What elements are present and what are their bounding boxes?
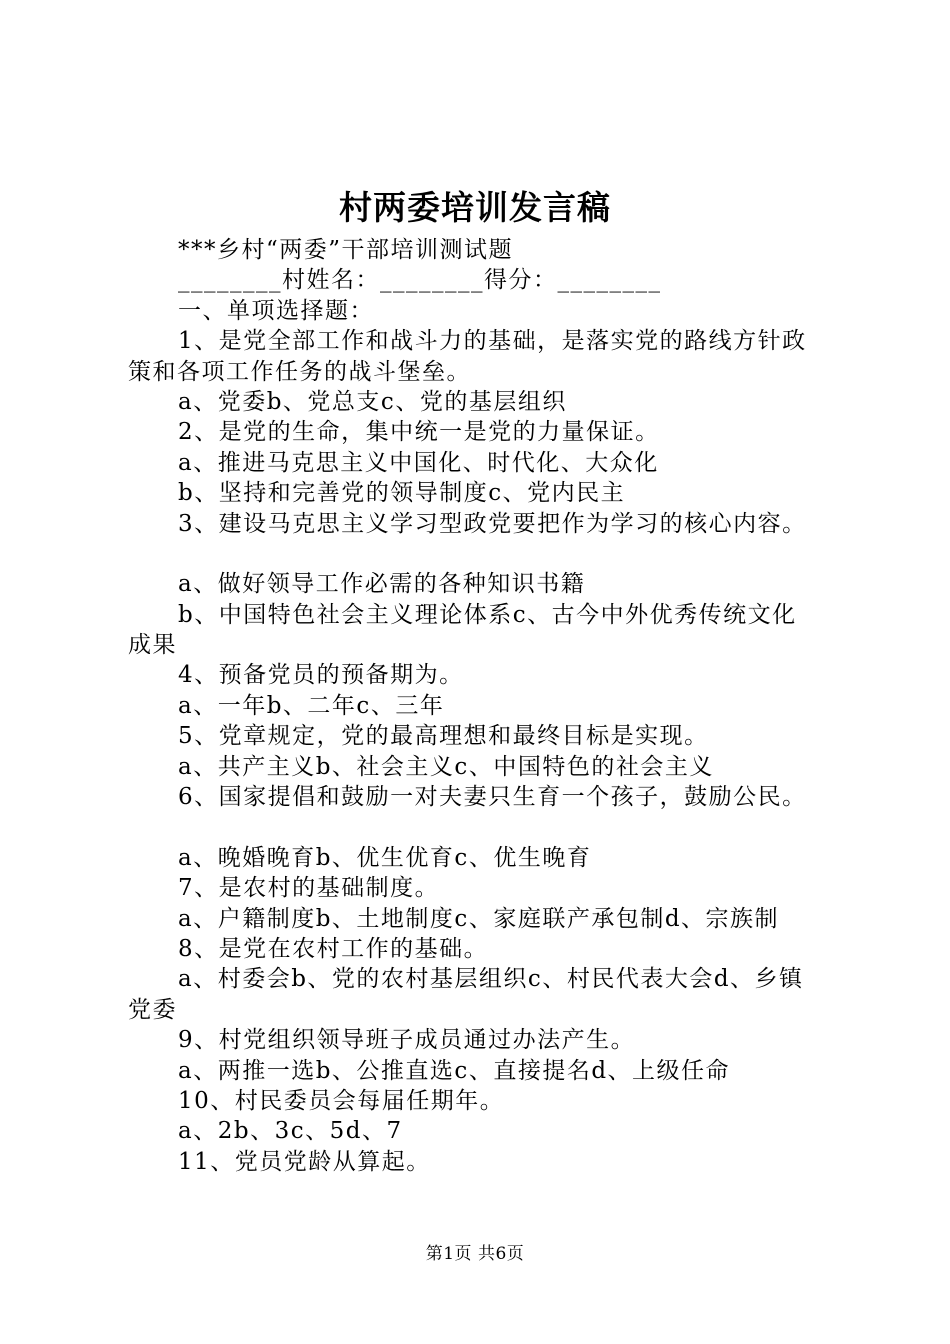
text-line: a、村委会b、党的农村基层组织c、村民代表大会d、乡镇 <box>178 966 804 993</box>
text-line: a、户籍制度b、土地制度c、家庭联产承包制d、宗族制 <box>178 905 780 932</box>
document-body <box>128 235 848 1177</box>
text-line: 一、单项选择题： <box>178 297 374 324</box>
text-line: 8、是党在农村工作的基础。 <box>178 935 489 962</box>
text-line: 7、是农村的基础制度。 <box>178 875 440 902</box>
text-line: 2、是党的生命，集中统一是党的力量保证。 <box>178 419 660 446</box>
text-line: a、做好领导工作必需的各种知识书籍 <box>178 571 586 598</box>
text-line: 4、预备党员的预备期为。 <box>178 662 464 689</box>
text-line: a、两推一选b、公推直选c、直接提名d、上级任命 <box>178 1057 731 1084</box>
text-line: 策和各项工作任务的战斗堡垒。 <box>128 358 471 385</box>
text-line: 9、村党组织领导班子成员通过办法产生。 <box>178 1027 636 1054</box>
text-line: 11、党员党龄从算起。 <box>178 1148 431 1175</box>
blank-line <box>128 539 848 569</box>
text-line: 成果 <box>128 632 177 659</box>
text-line: b、坚持和完善党的领导制度c、党内民主 <box>178 480 626 507</box>
text-line: 6、国家提倡和鼓励一对夫妻只生育一个孩子，鼓励公民。 <box>178 784 807 811</box>
text-line: a、推进马克思主义中国化、时代化、大众化 <box>178 449 659 476</box>
text-line: 1、是党全部工作和战斗力的基础，是落实党的路线方针政 <box>178 328 807 355</box>
blank-line <box>128 812 848 842</box>
text-line: ________村姓名：________得分：________ <box>178 267 662 294</box>
text-line: 10、村民委员会每届任期年。 <box>178 1087 505 1114</box>
text-line: a、2b、3c、5d、7 <box>178 1118 403 1145</box>
text-line: a、党委b、党总支c、党的基层组织 <box>178 388 567 415</box>
text-line: 5、党章规定，党的最高理想和最终目标是实现。 <box>178 723 709 750</box>
text-line: a、晚婚晚育b、优生优育c、优生晚育 <box>178 844 592 871</box>
text-line: 3、建设马克思主义学习型政党要把作为学习的核心内容。 <box>178 510 807 537</box>
text-line: 党委 <box>128 996 177 1023</box>
page-footer: 第1页 共6页 <box>425 1244 525 1264</box>
text-line: a、共产主义b、社会主义c、中国特色的社会主义 <box>178 753 714 780</box>
text-line: ***乡村“两委”干部培训测试题 <box>178 237 514 263</box>
text-line: b、中国特色社会主义理论体系c、古今中外优秀传统文化 <box>178 601 797 628</box>
text-line: a、一年b、二年c、三年 <box>178 692 445 719</box>
document-title: 村两委培训发言稿 <box>339 188 611 227</box>
